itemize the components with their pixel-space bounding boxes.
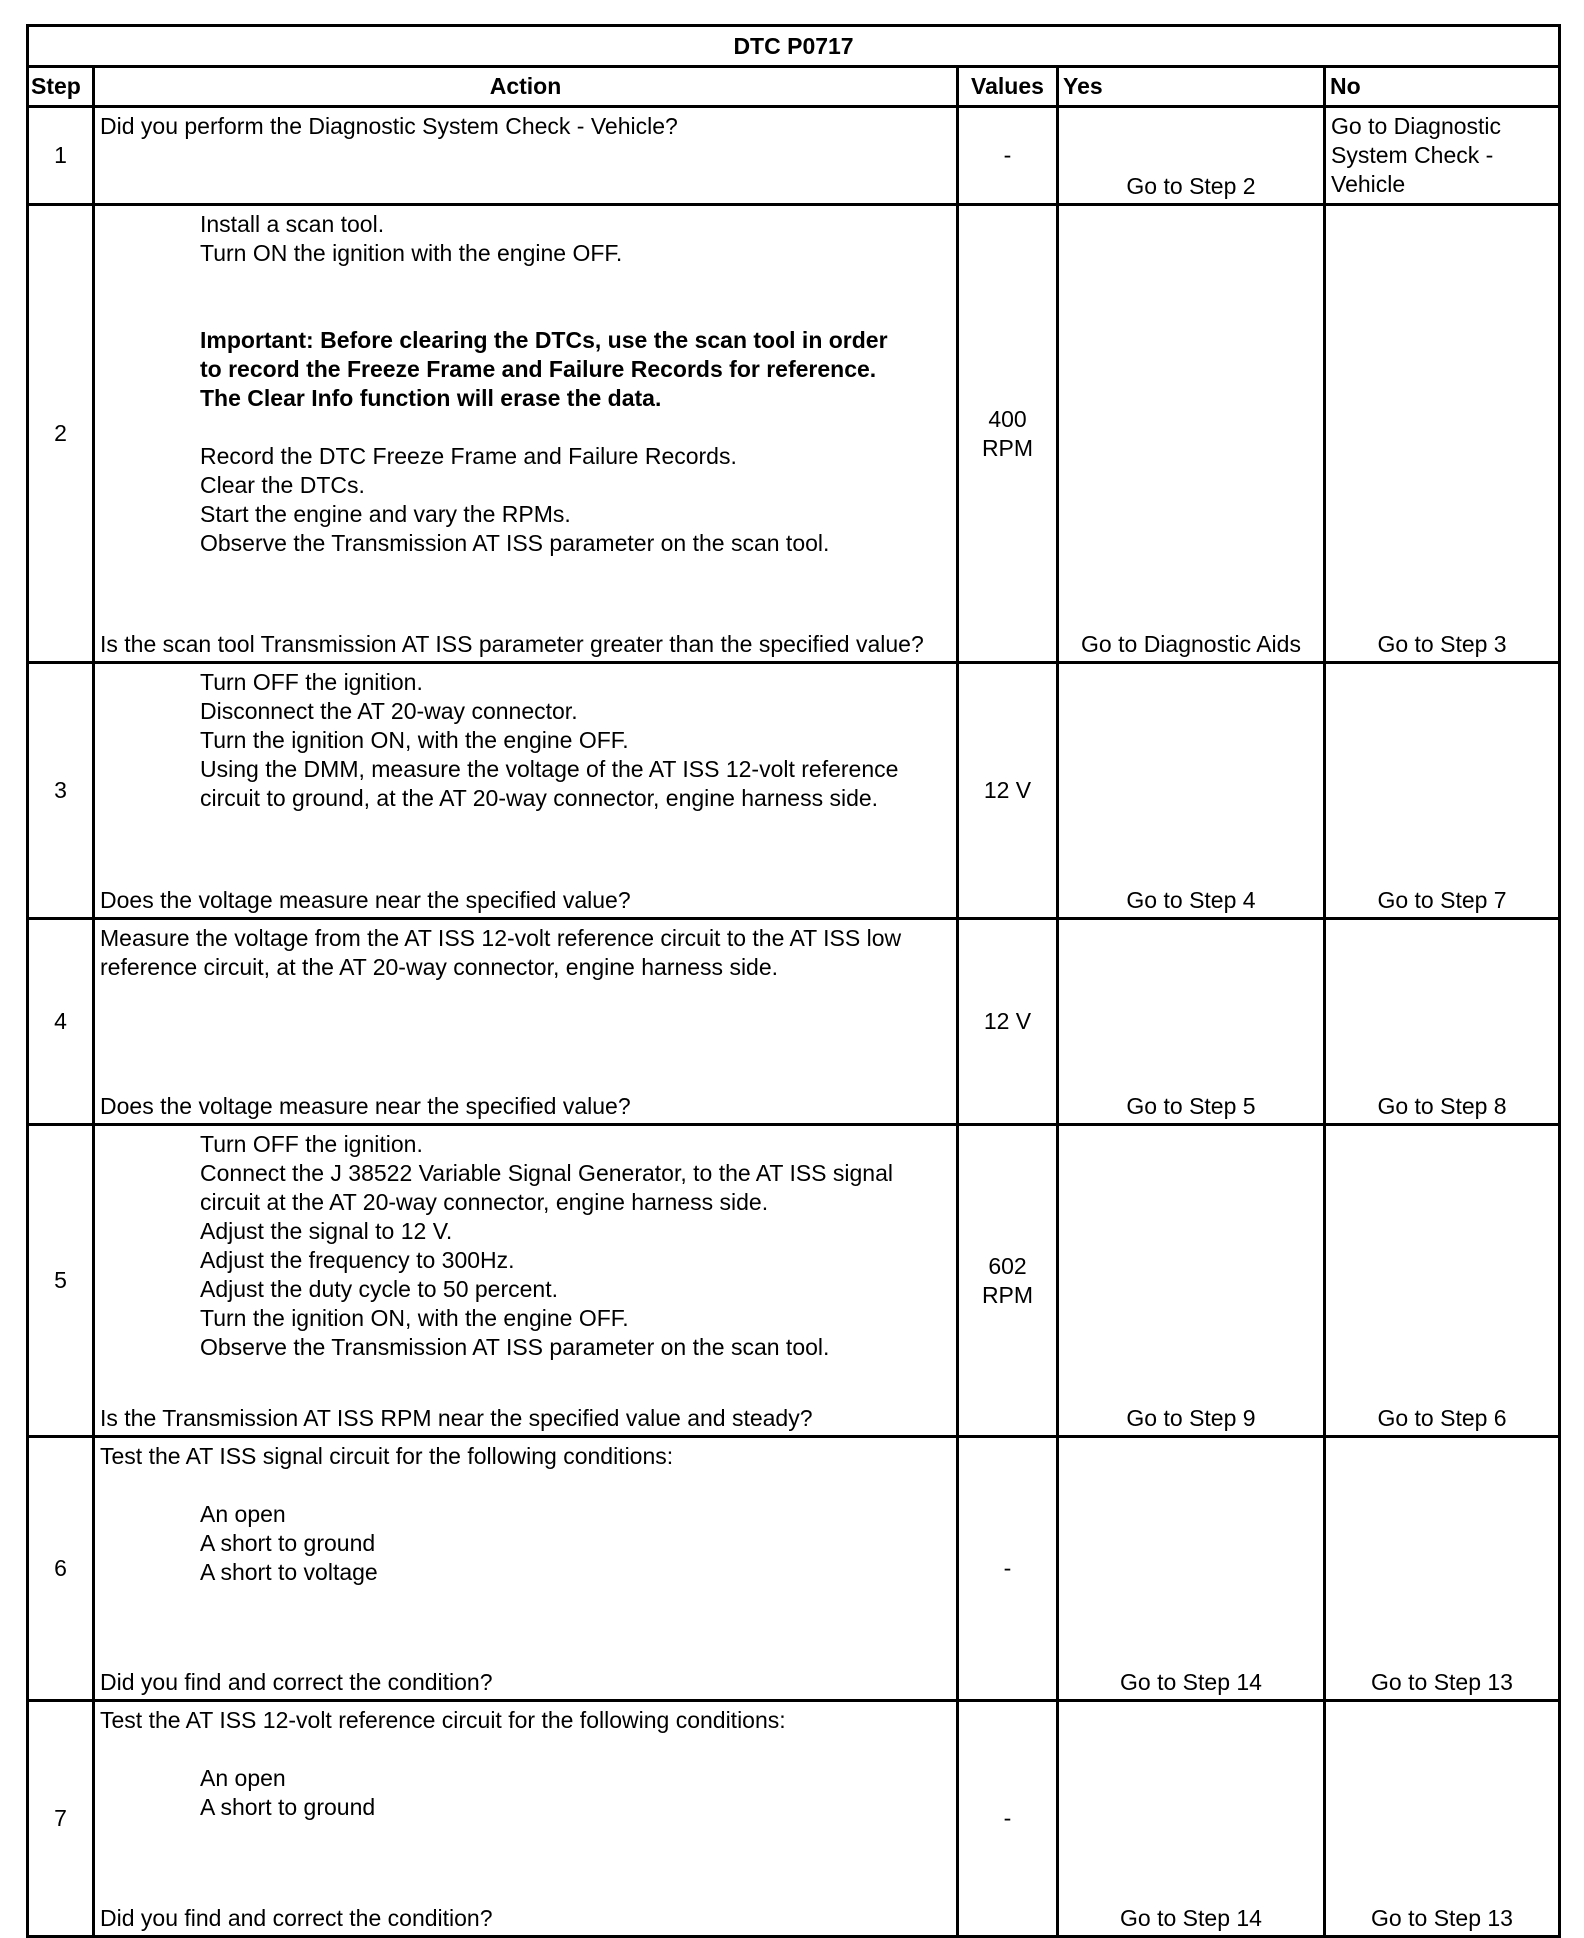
step-number: 7 (28, 1701, 94, 1937)
title-row (28, 26, 1560, 67)
action-cell (94, 107, 958, 205)
table-title: DTC P0717 (28, 26, 1560, 67)
action-step: Connect the J 38522 Variable Signal Generator, to the AT ISS signal circuit at the AT 20-way connector, engine harness side. (200, 1160, 893, 1215)
action-step: Turn OFF the ignition. (200, 1131, 423, 1157)
yes-cell: Go to Step 2 (1058, 107, 1325, 205)
action-cell (94, 919, 958, 1125)
header-yes: Yes (1058, 67, 1325, 107)
table-row (28, 107, 1560, 205)
action-question: Did you find and correct the condition? (100, 1905, 493, 1931)
no-cell: Go to Diagnostic System Check - Vehicle (1325, 107, 1560, 205)
step-number: 3 (28, 663, 94, 919)
action-step: Adjust the duty cycle to 50 percent. (200, 1276, 558, 1302)
header-values: Values (958, 67, 1058, 107)
action-cell (94, 1437, 958, 1701)
value-cell (958, 205, 1058, 663)
header-no: No (1325, 67, 1560, 107)
header-action: Action (94, 67, 958, 107)
action-step: A short to voltage (200, 1559, 378, 1585)
action-cell (94, 663, 958, 919)
action-step: Turn OFF the ignition. (200, 669, 423, 695)
yes-cell: Go to Step 5 (1058, 919, 1325, 1125)
yes-cell: Go to Step 4 (1058, 663, 1325, 919)
no-cell: Go to Step 13 (1325, 1437, 1560, 1701)
no-cell: Go to Step 8 (1325, 919, 1560, 1125)
value-cell: - (958, 1437, 1058, 1701)
action-cell (94, 205, 958, 663)
action-text: Measure the voltage from the AT ISS 12-volt reference circuit to the AT ISS low reference circuit, at the AT 20-way connector, engine harness side. (100, 925, 902, 980)
action-question: Does the voltage measure near the specified value? (100, 1093, 631, 1119)
table-row (28, 1437, 1560, 1701)
header-row (28, 67, 1560, 107)
table-row (28, 1701, 1560, 1937)
value-cell (958, 1125, 1058, 1437)
value-cell: 12 V (958, 663, 1058, 919)
action-step: A short to ground (200, 1794, 376, 1820)
action-step: An open (200, 1501, 286, 1527)
step-number: 5 (28, 1125, 94, 1437)
table-row (28, 663, 1560, 919)
action-step: Start the engine and vary the RPMs. (200, 501, 571, 527)
action-text: Did you perform the Diagnostic System Check - Vehicle? (100, 113, 678, 139)
action-step: Turn the ignition ON, with the engine OFF. (200, 1305, 629, 1331)
action-step: Adjust the signal to 12 V. (200, 1218, 453, 1244)
action-cell (94, 1125, 958, 1437)
action-question: Is the scan tool Transmission AT ISS parameter greater than the specified value? (100, 631, 924, 657)
action-text: Test the AT ISS signal circuit for the following conditions: (100, 1443, 674, 1469)
step-number: 1 (28, 107, 94, 205)
no-cell: Go to Step 6 (1325, 1125, 1560, 1437)
yes-cell: Go to Step 14 (1058, 1437, 1325, 1701)
value-cell: - (958, 1701, 1058, 1937)
table-row (28, 205, 1560, 663)
value-text: 400 RPM (981, 405, 1034, 461)
action-step: Install a scan tool. (200, 211, 385, 237)
yes-cell: Go to Diagnostic Aids (1058, 205, 1325, 663)
action-step: Observe the Transmission AT ISS parameter on the scan tool. (200, 530, 830, 556)
value-text: 602 RPM (981, 1252, 1034, 1308)
no-cell: Go to Step 3 (1325, 205, 1560, 663)
no-cell: Go to Step 7 (1325, 663, 1560, 919)
value-cell: - (958, 107, 1058, 205)
action-question: Did you find and correct the condition? (100, 1669, 493, 1695)
action-text: Test the AT ISS 12-volt reference circuit for the following conditions: (100, 1707, 786, 1733)
step-number: 6 (28, 1437, 94, 1701)
diagnostic-table (26, 24, 1561, 1938)
step-number: 4 (28, 919, 94, 1125)
action-step: Using the DMM, measure the voltage of the AT ISS 12-volt reference circuit to ground, at the AT 20-way connector, engine harness side. (200, 756, 899, 811)
action-step: Disconnect the AT 20-way connector. (200, 698, 578, 724)
action-step: Clear the DTCs. (200, 472, 365, 498)
action-step: Adjust the frequency to 300Hz. (200, 1247, 515, 1273)
action-step: An open (200, 1765, 286, 1791)
table-row (28, 919, 1560, 1125)
action-question: Is the Transmission AT ISS RPM near the specified value and steady? (100, 1405, 813, 1431)
important-note: Important: Before clearing the DTCs, use the scan tool in order to record the Freeze Frame and Failure Records for reference. The Clear Info function will erase the data. (200, 327, 888, 411)
header-step: Step (28, 67, 94, 107)
action-cell (94, 1701, 958, 1937)
action-step: Record the DTC Freeze Frame and Failure Records. (200, 443, 737, 469)
value-cell: 12 V (958, 919, 1058, 1125)
action-step: Observe the Transmission AT ISS parameter on the scan tool. (200, 1334, 830, 1360)
action-step: A short to ground (200, 1530, 376, 1556)
action-step: Turn the ignition ON, with the engine OFF. (200, 727, 629, 753)
action-step: Turn ON the ignition with the engine OFF. (200, 240, 623, 266)
action-question: Does the voltage measure near the specified value? (100, 887, 631, 913)
table-row (28, 1125, 1560, 1437)
no-cell: Go to Step 13 (1325, 1701, 1560, 1937)
yes-cell: Go to Step 14 (1058, 1701, 1325, 1937)
step-number: 2 (28, 205, 94, 663)
yes-cell: Go to Step 9 (1058, 1125, 1325, 1437)
